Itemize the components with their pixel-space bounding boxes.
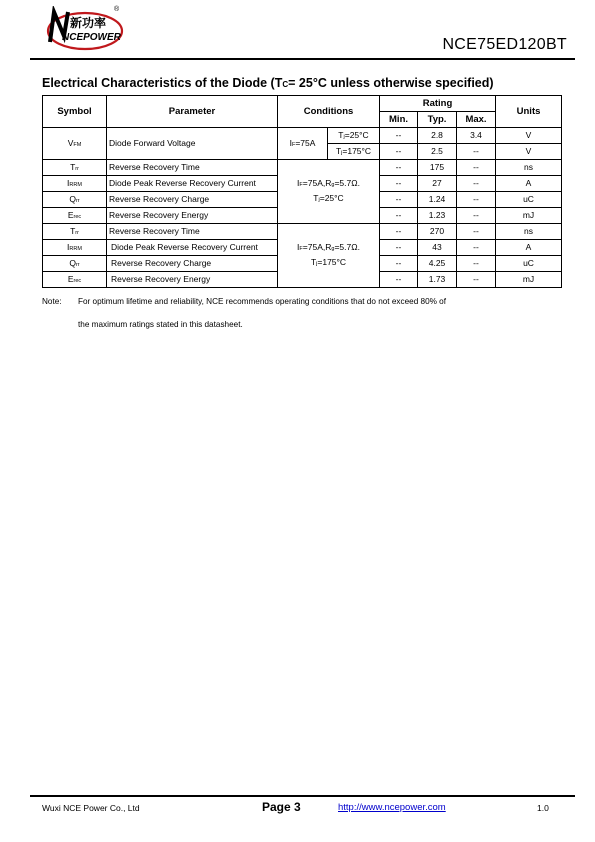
condition-cell: IF=75A,Rg=5.7Ω. Tj=175°C [278, 224, 380, 288]
unit-cell: A [496, 240, 562, 256]
symbol-cell: Trr [43, 160, 107, 176]
typ-cell: 4.25 [418, 256, 457, 272]
max-cell: -- [457, 272, 496, 288]
website-link[interactable]: http://www.ncepower.com [338, 802, 446, 813]
unit-cell: V [496, 144, 562, 160]
symbol-cell: IRRM [43, 240, 107, 256]
typ-cell: 1.24 [418, 192, 457, 208]
table-row [43, 128, 562, 144]
min-cell: -- [380, 176, 418, 192]
note-text-line-2: the maximum ratings stated in this datasheet. [78, 320, 243, 329]
parameter-cell: Reverse Recovery Charge [107, 256, 278, 272]
symbol-cell: IRRM [43, 176, 107, 192]
parameter-cell: Reverse Recovery Charge [107, 192, 278, 208]
min-cell: -- [380, 256, 418, 272]
condition-cell: IF=75A,Rg=5.7Ω. Tj=25°C [278, 160, 380, 224]
parameter-cell: Reverse Recovery Energy [107, 208, 278, 224]
typ-cell: 43 [418, 240, 457, 256]
min-cell: -- [380, 160, 418, 176]
logo-brand-text: NCEPOWER [62, 32, 121, 43]
unit-cell: ns [496, 224, 562, 240]
max-cell: -- [457, 160, 496, 176]
typ-cell: 270 [418, 224, 457, 240]
header-units: Units [496, 96, 562, 128]
unit-cell: V [496, 128, 562, 144]
min-cell: -- [380, 224, 418, 240]
company-name: Wuxi NCE Power Co., Ltd [42, 803, 140, 813]
min-cell: -- [380, 272, 418, 288]
diode-characteristics-table [42, 95, 562, 288]
header-max: Max. [457, 112, 496, 128]
typ-cell: 2.5 [418, 144, 457, 160]
parameter-cell: Reverse Recovery Energy [107, 272, 278, 288]
parameter-cell: Diode Peak Reverse Recovery Current [107, 240, 278, 256]
table-header-row [43, 96, 562, 112]
max-cell: -- [457, 192, 496, 208]
symbol-cell: Erec [43, 272, 107, 288]
parameter-cell: Diode Peak Reverse Recovery Current [107, 176, 278, 192]
header-conditions: Conditions [278, 96, 380, 128]
header-min: Min. [380, 112, 418, 128]
typ-cell: 27 [418, 176, 457, 192]
unit-cell: mJ [496, 272, 562, 288]
table-row [43, 160, 562, 176]
min-cell: -- [380, 208, 418, 224]
parameter-cell: Reverse Recovery Time [107, 160, 278, 176]
max-cell: -- [457, 256, 496, 272]
temperature-cell: Tj=175°C [328, 144, 380, 160]
unit-cell: uC [496, 256, 562, 272]
typ-cell: 1.23 [418, 208, 457, 224]
max-cell: -- [457, 176, 496, 192]
min-cell: -- [380, 240, 418, 256]
page-number: Page 3 [262, 800, 301, 814]
document-version: 1.0 [537, 803, 549, 813]
header-divider [30, 58, 575, 60]
logo-chinese-text: 新功率 [70, 16, 107, 30]
min-cell: -- [380, 144, 418, 160]
part-number: NCE75ED120BT [442, 36, 567, 53]
unit-cell: A [496, 176, 562, 192]
condition-cell: IF=75A [278, 128, 328, 160]
table-row [43, 224, 562, 240]
unit-cell: ns [496, 160, 562, 176]
symbol-cell: Qrr [43, 256, 107, 272]
header-symbol: Symbol [43, 96, 107, 128]
symbol-cell: Erec [43, 208, 107, 224]
unit-cell: mJ [496, 208, 562, 224]
min-cell: -- [380, 192, 418, 208]
parameter-cell: Reverse Recovery Time [107, 224, 278, 240]
max-cell: 3.4 [457, 128, 496, 144]
typ-cell: 1.73 [418, 272, 457, 288]
unit-cell: uC [496, 192, 562, 208]
header-parameter: Parameter [107, 96, 278, 128]
symbol-cell: VFM [43, 128, 107, 160]
note-label: Note: [42, 297, 62, 306]
parameter-cell: Diode Forward Voltage [107, 128, 278, 160]
temperature-cell: Tj=25°C [328, 128, 380, 144]
typ-cell: 2.8 [418, 128, 457, 144]
max-cell: -- [457, 208, 496, 224]
max-cell: -- [457, 224, 496, 240]
registered-mark: ® [114, 6, 120, 13]
header-typ: Typ. [418, 112, 457, 128]
max-cell: -- [457, 144, 496, 160]
footer-divider [30, 795, 575, 797]
section-title: Electrical Characteristics of the Diode (TC= 25°C unless otherwise specified) [42, 76, 494, 90]
max-cell: -- [457, 240, 496, 256]
symbol-cell: Qrr [43, 192, 107, 208]
header-rating: Rating [380, 96, 496, 112]
min-cell: -- [380, 128, 418, 144]
note-text-line-1: For optimum lifetime and reliability, NCE recommends operating conditions that do not exceed 80% of [78, 297, 447, 306]
symbol-cell: Trr [43, 224, 107, 240]
typ-cell: 175 [418, 160, 457, 176]
